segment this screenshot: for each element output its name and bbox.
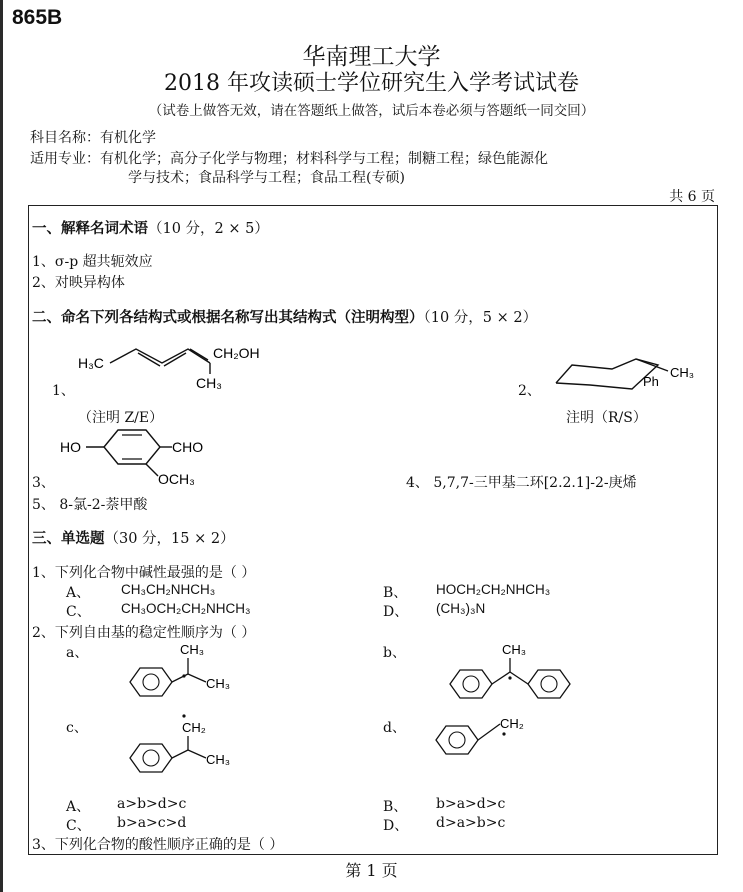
section3-q1-text: 1、下列化合物中碱性最强的是（ ） bbox=[32, 565, 256, 581]
q2-structure-c-label: c、 bbox=[66, 720, 88, 736]
bond bbox=[510, 672, 528, 684]
och3-bond bbox=[146, 464, 158, 476]
section1-title: 一、解释名词术语 bbox=[32, 220, 148, 237]
section2-q1-number: 1、 bbox=[52, 383, 75, 399]
q1-option-a-label: A、 bbox=[66, 585, 91, 601]
q2-option-c-label: C、 bbox=[66, 818, 91, 834]
section1-item-2: 2、对映异构体 bbox=[32, 275, 125, 291]
h3c-label: H₃C bbox=[78, 355, 104, 371]
ch3-label: CH₃ bbox=[206, 676, 231, 691]
aromatic-circle bbox=[449, 732, 465, 748]
ch3-label: CH₃ bbox=[206, 752, 231, 767]
section2-q5: 5、 8-氯-2-萘甲酸 bbox=[32, 497, 148, 513]
q1-option-c: CH₃OCH₂CH₂NHCH₃ bbox=[121, 601, 251, 616]
aromatic-circle bbox=[143, 750, 159, 766]
ch2-label: CH₂ bbox=[182, 720, 206, 735]
benzene-ring bbox=[130, 668, 172, 696]
benzene-ring-left bbox=[450, 670, 492, 698]
radical-d-structure bbox=[430, 708, 570, 768]
bond bbox=[172, 750, 188, 758]
vanillin-structure bbox=[56, 424, 256, 492]
ph-label: Ph bbox=[643, 374, 659, 389]
radical-b-structure bbox=[430, 638, 590, 716]
section3-title: 三、单选题 bbox=[32, 530, 105, 547]
ch2-label: CH₂ bbox=[500, 716, 524, 731]
q2-structure-d-label: d、 bbox=[383, 720, 406, 736]
radical-dot bbox=[502, 732, 505, 735]
section3-heading bbox=[32, 527, 235, 548]
benzene-ring bbox=[130, 744, 172, 772]
q2-structure-a-label: a、 bbox=[66, 645, 89, 661]
benzene-ring bbox=[436, 726, 478, 754]
section2-q1-note: （注明 Z/E） bbox=[78, 410, 164, 426]
page-number: 第 1 页 bbox=[345, 861, 398, 880]
section3-q3-text: 3、下列化合物的酸性顺序正确的是（ ） bbox=[32, 837, 284, 853]
radical-c-structure bbox=[112, 708, 252, 786]
exam-title: 2018 年攻读硕士学位研究生入学考试试卷 bbox=[164, 71, 579, 96]
q2-option-b-label: B、 bbox=[383, 799, 408, 815]
aromatic-circle bbox=[541, 676, 557, 692]
section1-heading bbox=[32, 217, 269, 238]
section2-q2-number: 2、 bbox=[518, 383, 541, 399]
aromatic-circle bbox=[463, 676, 479, 692]
q1-option-b: HOCH₂CH₂NHCH₃ bbox=[436, 582, 551, 597]
section1-points: （10 分，2 × 5） bbox=[148, 221, 269, 237]
radical-dot bbox=[182, 714, 185, 717]
q1-option-b-label: B、 bbox=[383, 585, 408, 601]
majors-line-2: 学与技术；食品科学与工程；食品工程(专硕) bbox=[128, 170, 405, 186]
bond bbox=[188, 750, 206, 758]
cho-label: CHO bbox=[172, 439, 204, 455]
section2-heading bbox=[32, 306, 537, 327]
majors-line-1: 适用专业：有机化学；高分子化学与物理；材料科学与工程；制糖工程；绿色能源化 bbox=[30, 151, 548, 167]
bond bbox=[478, 724, 500, 740]
chain-bonds bbox=[110, 349, 210, 363]
ch3-label: CH₃ bbox=[180, 642, 205, 657]
och3-label: OCH₃ bbox=[158, 471, 195, 487]
q2-option-d-label: D、 bbox=[383, 818, 409, 834]
section3-q2-text: 2、下列自由基的稳定性顺序为（ ） bbox=[32, 625, 256, 641]
section2-points: （10 分，5 × 2） bbox=[423, 310, 538, 326]
radical-a-structure bbox=[112, 638, 252, 710]
subject-name: 科目名称：有机化学 bbox=[30, 130, 156, 146]
ch3-label: CH₃ bbox=[502, 642, 527, 657]
q2-option-d: d>a>b>c bbox=[436, 815, 506, 831]
exam-instruction: （试卷上做答无效，请在答题纸上做答，试后本卷必须与答题纸一同交回） bbox=[148, 103, 595, 119]
university-name: 华南理工大学 bbox=[302, 44, 441, 70]
q2-option-a: a>b>d>c bbox=[117, 796, 187, 812]
exam-code: 865B bbox=[12, 6, 63, 29]
section3-points: （30 分，15 × 2） bbox=[104, 531, 235, 547]
q1-option-d: (CH₃)₃N bbox=[436, 601, 486, 616]
q2-option-c: b>a>c>d bbox=[117, 815, 187, 831]
radical-dot bbox=[508, 676, 511, 679]
q1-option-c-label: C、 bbox=[66, 604, 91, 620]
methyl-bond bbox=[636, 359, 668, 371]
section2-q4: 4、 5,7,7-三甲基二环[2.2.1]-2-庚烯 bbox=[406, 475, 637, 491]
bond bbox=[188, 674, 206, 682]
aromatic-circle bbox=[143, 674, 159, 690]
q1-option-d-label: D、 bbox=[383, 604, 409, 620]
section1-item-1: 1、σ-p 超共轭效应 bbox=[32, 254, 153, 270]
q2-option-b: b>a>d>c bbox=[436, 796, 506, 812]
total-pages: 共 6 页 bbox=[669, 189, 715, 205]
section2-q2-note: 注明（R/S） bbox=[566, 410, 647, 426]
q2-structure-b-label: b、 bbox=[383, 645, 406, 661]
q1-option-a: CH₃CH₂NHCH₃ bbox=[121, 582, 216, 597]
bond bbox=[492, 672, 510, 684]
ch3-label: CH₃ bbox=[196, 375, 222, 391]
cyclohexane-structure bbox=[550, 355, 710, 400]
section2-title: 二、命名下列各结构式或根据名称写出其结构式（注明构型） bbox=[32, 309, 424, 326]
q2-option-a-label: A、 bbox=[66, 799, 91, 815]
ch3-label: CH₃ bbox=[670, 365, 695, 380]
ch2oh-label: CH₂OH bbox=[213, 345, 260, 361]
bond bbox=[172, 674, 188, 682]
dienol-structure bbox=[70, 336, 310, 400]
section2-q3-number: 3、 bbox=[32, 475, 55, 491]
double-bond-3 bbox=[190, 349, 208, 360]
benzene-ring-right bbox=[528, 670, 570, 698]
scan-edge-line bbox=[0, 0, 3, 892]
ho-label: HO bbox=[60, 439, 81, 455]
